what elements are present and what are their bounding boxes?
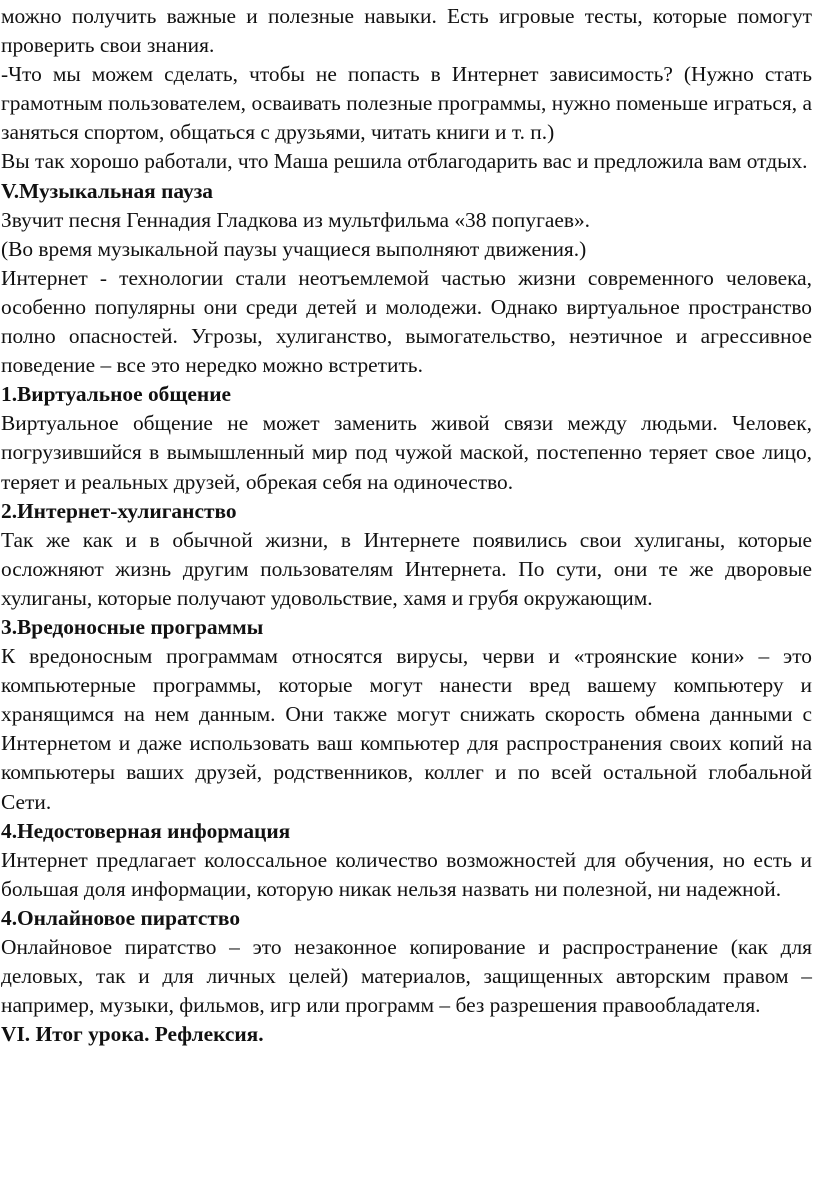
paragraph-song: Звучит песня Геннадия Гладкова из мультфильма «38 попугаев». [1,207,590,232]
paragraph-movements: (Во время музыкальной паузы учащиеся выполняют движения.) [1,236,587,261]
heading-music-pause: V.Музыкальная пауза [1,178,213,203]
paragraph-online-piracy: Онлайновое пиратство – это незаконное копирование и распространение (как для деловых, так и для личных целей) материалов, защищенных авторским правом – например, музыки, фильмов, игр или программ – без разрешения правообладателя. [1,935,812,1018]
paragraph-intro-continued: можно получить важные и полезные навыки. Есть игровые тесты, которые помогут проверить свои знания. [1,4,812,58]
heading-unreliable-information: 4.Недостоверная информация [1,818,291,843]
paragraph-virtual-communication: Виртуальное общение не может заменить живой связи между людьми. Человек, погрузившийся в вымышленный мир под чужой маской, постепенно теряет свое лицо, теряет и реальных друзей, обрекая себя на одиночество. [1,411,812,494]
heading-online-piracy: 4.Онлайновое пиратство [1,905,241,930]
heading-internet-hooliganism: 2.Интернет-хулиганство [1,498,237,523]
heading-lesson-summary: VI. Итог урока. Рефлексия. [1,1022,264,1047]
paragraph-internet-hooliganism: Так же как и в обычной жизни, в Интернете появились свои хулиганы, которые осложняют жизнь другим пользователям Интернета. По сути, они те же дворовые хулиганы, которые получают удовольствие, хамя и грубя окружающим. [1,527,812,610]
paragraph-rest-offer: Вы так хорошо работали, что Маша решила отблагодарить вас и предложила вам отдых. [1,149,808,174]
heading-virtual-communication: 1.Виртуальное общение [1,382,232,407]
paragraph-question-internet-addiction: -Что мы можем сделать, чтобы не попасть в Интернет зависимость? (Нужно стать грамотным пользователем, осваивать полезные программы, нужно поменьше играться, а заняться спортом, общаться с друзьями, читать книги и т. п.) [1,62,812,145]
paragraph-internet-dangers: Интернет - технологии стали неотъемлемой частью жизни современного человека, особенно популярны они среди детей и молодежи. Однако виртуальное пространство полно опасностей. Угрозы, хулиганство, вымогательство, неэтичное и агрессивное поведение – все это нередко можно встретить. [1,265,812,378]
paragraph-malware: К вредоносным программам относятся вирусы, черви и «троянские кони» – это компьютерные программы, которые могут нанести вред вашему компьютеру и хранящимся на нем данным. Они также могут снижать скорость обмена данными с Интернетом и даже использовать ваш компьютер для распространения своих копий на компьютеры ваших друзей, родственников, коллег и по всей остальной глобальной Сети. [1,644,812,814]
heading-malware: 3.Вредоносные программы [1,614,264,639]
paragraph-unreliable-information: Интернет предлагает колоссальное количество возможностей для обучения, но есть и большая доля информации, которую никак нельзя назвать ни полезной, ни надежной. [1,847,812,901]
